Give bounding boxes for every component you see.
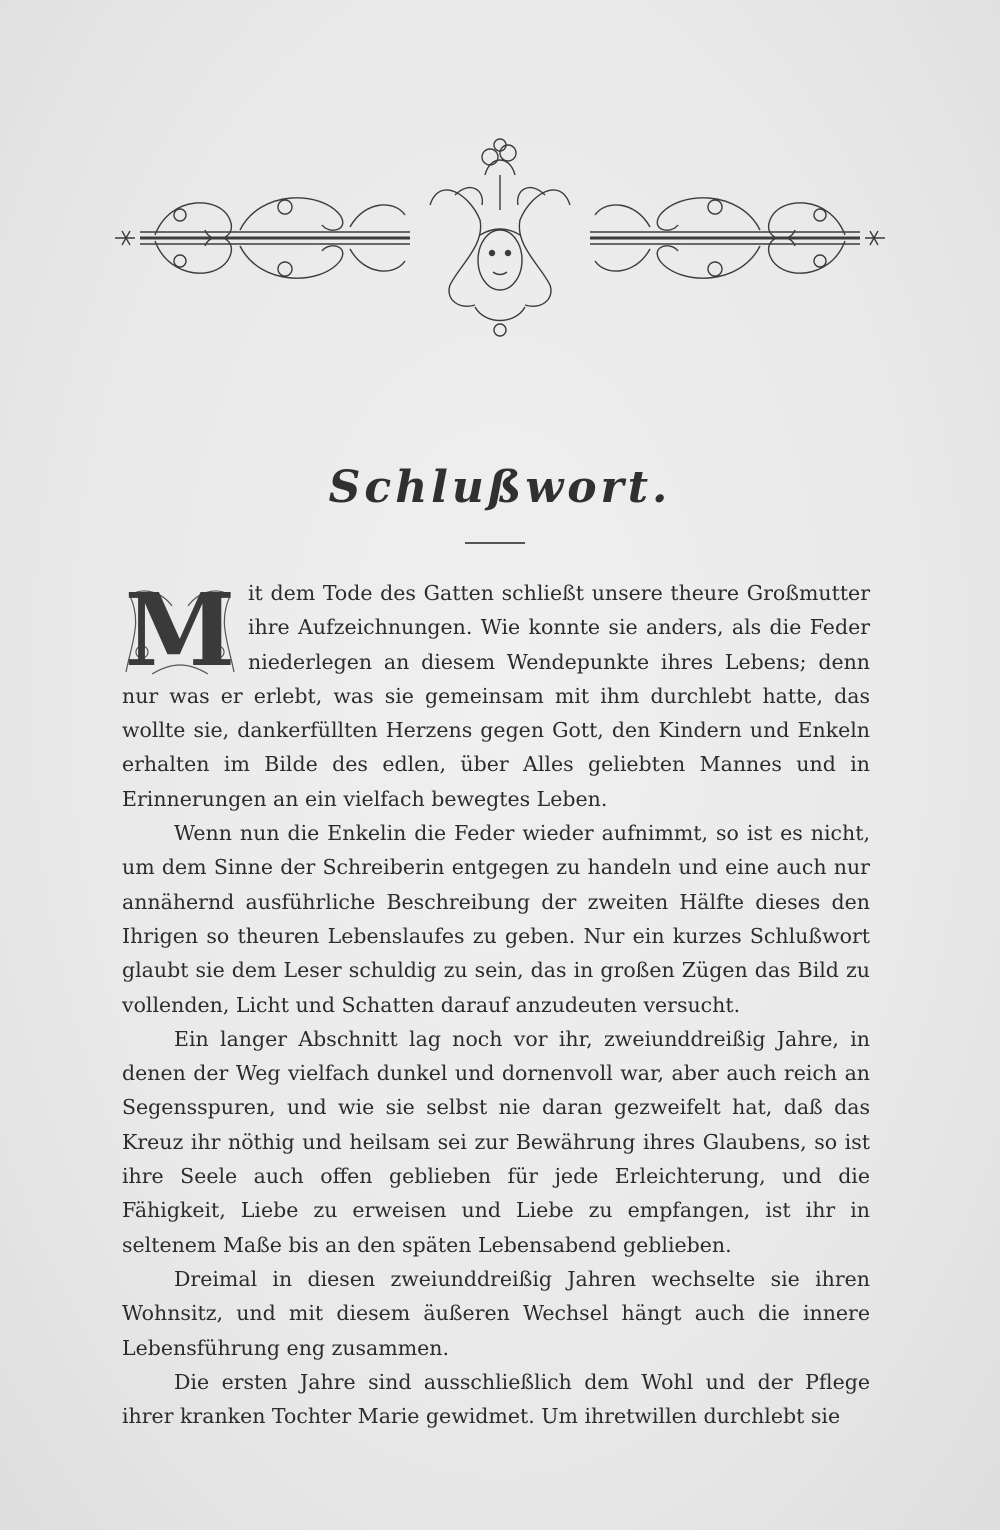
paragraph-2: Wenn nun die Enkelin die Feder wieder aufnimmt, so ist es nicht, um dem Sinne der Schreiberin entgegen zu handeln und eine auch nur annähernd ausführliche Beschreibung der zweiten Hälfte dieses den Ihrigen so theuren Lebenslaufes zu geben. Nur ein kurzes Schlußwort glaubt sie dem Leser schuldig zu sein, das in großen Zügen das Bild zu vollenden, Licht und Schatten darauf anzudeuten versucht.: [122, 821, 870, 1017]
chapter-title: Schlußwort.: [328, 462, 672, 513]
paragraph-5: Die ersten Jahre sind ausschließlich dem Wohl und der Pflege ihrer kranken Tochter Marie gewidmet. Um ihretwillen durchlebt sie: [122, 1369, 870, 1429]
paragraph-1-text: it dem Tode des Gatten schließt unsere theure Großmutter ihre Aufzeichnungen. Wie konnte sie anders, als die Feder niederlegen an diesem Wendepunkte ihres Lebens; denn nur was er erlebt, was sie gemeinsam mit ihm durchlebt hatte, das wollte sie, dankerfüllten Herzens gegen Gott, den Kindern und Enkeln erhalten im Bilde des edlen, über Alles geliebten Mannes und in Erinnerungen an ein vielfach bewegtes Leben.: [122, 581, 870, 811]
initial-letter: M: [124, 571, 236, 689]
paragraph-3: Ein langer Abschnitt lag noch vor ihr, zweiunddreißig Jahre, in denen der Weg vielfach dunkel und dornenvoll war, aber auch reich an Segensspuren, und wie sie selbst nie daran gezweifelt hat, daß das Kreuz ihr nöthig und heilsam sei zur Bewährung ihres Glaubens, so ist ihre Seele auch offen geblieben für jede Erleichterung, und die Fähigkeit, Liebe zu erweisen und Liebe zu empfangen, ist ihr in seltenem Maße bis an den späten Lebensabend geblieben.: [122, 1026, 870, 1257]
ornamental-headpiece: [110, 135, 890, 345]
title-rule: [465, 542, 525, 544]
paragraph-4: Dreimal in diesen zweiunddreißig Jahren wechselte sie ihren Wohnsitz, und mit diesem äußeren Wechsel hängt auch die innere Lebensführung eng zusammen.: [122, 1266, 870, 1360]
paragraph-1: [122, 571, 870, 816]
decorated-initial: [122, 571, 238, 689]
body-text: [122, 571, 870, 1433]
